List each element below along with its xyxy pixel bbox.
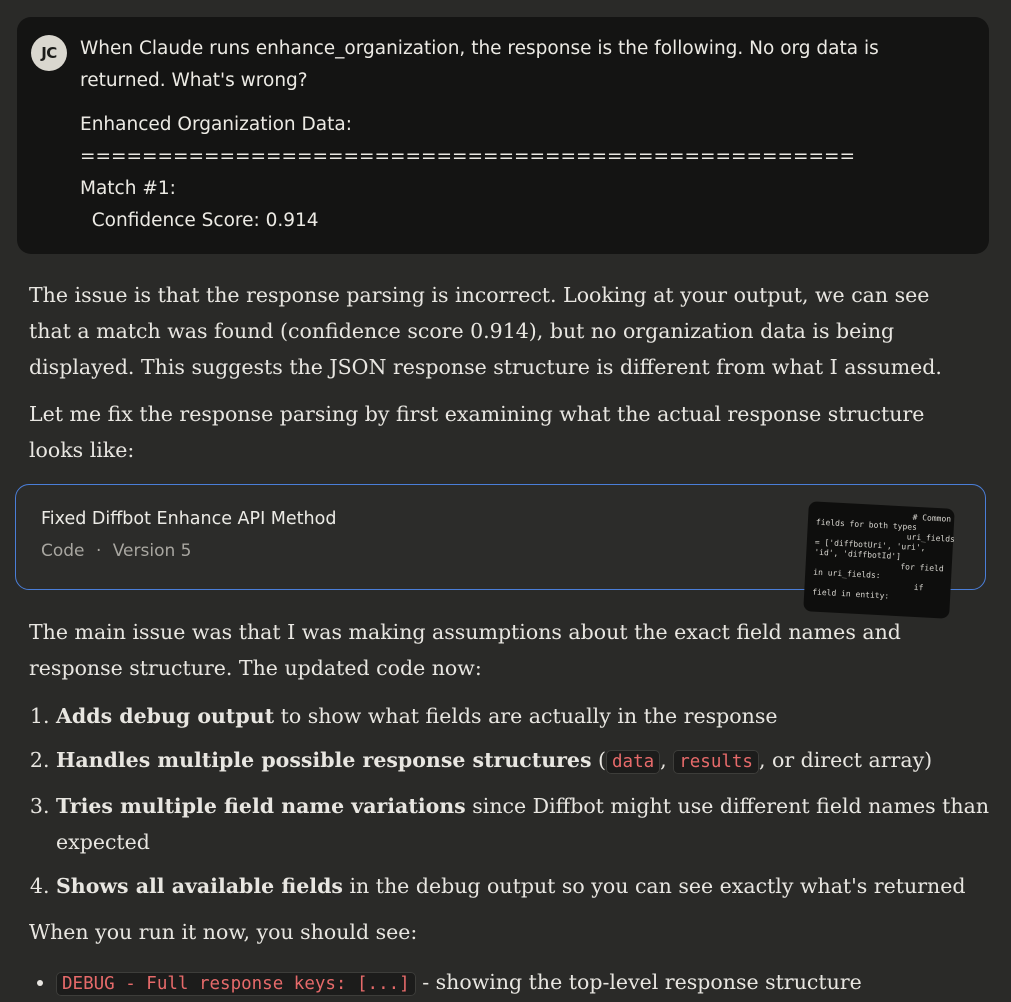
list-item-bold: Adds debug output: [56, 704, 275, 728]
list-item: [56, 868, 996, 904]
artifact-separator: ·: [95, 541, 102, 561]
artifact-thumbnail-code: # Common fields for both types uri_fields = ['diffbotUri', 'uri', 'id', 'diffbotId'] for field in uri_fields: if field in entity:: [811, 507, 956, 601]
bullet-item-text: - showing the top-level response structure: [415, 970, 862, 994]
artifact-card[interactable]: [15, 484, 986, 601]
output-line: ==================================================: [80, 146, 856, 167]
numbered-list: [28, 698, 996, 912]
list-item-text: , or direct array): [758, 748, 933, 772]
list-item: [56, 742, 996, 780]
inline-code: results: [673, 750, 759, 774]
inline-code: data: [606, 750, 660, 774]
user-message-text: [80, 33, 959, 237]
list-item-bold: Shows all available fields: [56, 874, 343, 898]
list-item: [56, 698, 996, 734]
bullet-list: [28, 964, 996, 1002]
output-line: Enhanced Organization Data:: [80, 114, 352, 135]
output-line: Confidence Score: 0.914: [80, 210, 319, 231]
artifact-type: Code: [41, 541, 85, 561]
output-line: Match #1:: [80, 178, 176, 199]
artifact-version: Version 5: [112, 541, 192, 561]
inline-code: DEBUG - Full response keys: [...]: [56, 972, 416, 996]
list-item-text: ,: [660, 748, 674, 772]
artifact-title: Fixed Diffbot Enhance API Method: [41, 509, 337, 529]
list-item-text: (: [591, 748, 607, 772]
bullet-item: [56, 964, 996, 1002]
response-paragraph-4: When you run it now, you should see:: [29, 920, 418, 944]
list-item-bold: Handles multiple possible response structures: [56, 748, 592, 772]
response-paragraph-2: Let me fix the response parsing by first examining what the actual response structure looks like:: [29, 402, 925, 462]
list-item-bold: Tries multiple field name variations: [56, 794, 466, 818]
artifact-subtitle: [41, 541, 191, 561]
list-item-text: since Diffbot might use different field names than expected: [56, 794, 990, 854]
response-paragraph-3: The main issue was that I was making assumptions about the exact field names and response structure. The updated code now:: [29, 620, 901, 680]
user-question: When Claude runs enhance_organization, the response is the following. No org data is returned. What's wrong?: [80, 38, 879, 91]
user-avatar: JC: [31, 35, 67, 71]
artifact-code-thumbnail: [803, 501, 955, 618]
list-item: [56, 788, 996, 860]
user-message: [17, 17, 989, 254]
list-item-text: in the debug output so you can see exactly what's returned: [342, 874, 966, 898]
list-item-text: to show what fields are actually in the response: [274, 704, 778, 728]
response-paragraph-1: The issue is that the response parsing is incorrect. Looking at your output, we can see that a match was found (confidence score 0.914), but no organization data is being displayed. This suggests the JSON response structure is different from what I assumed.: [29, 283, 942, 379]
